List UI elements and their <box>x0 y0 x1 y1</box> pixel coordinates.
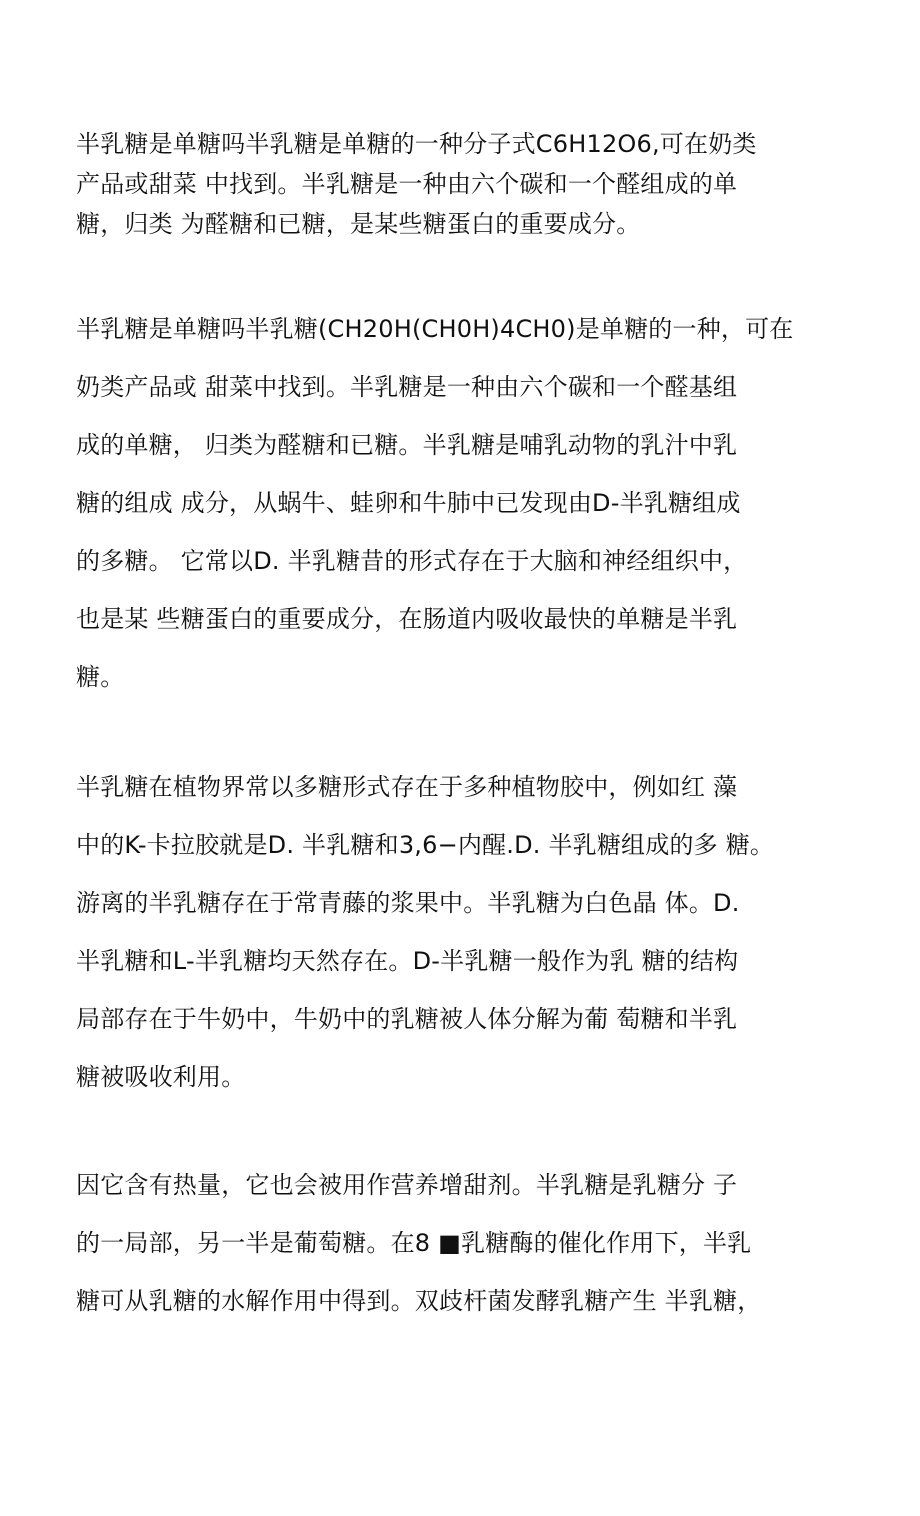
text-line: 成的单糖， 归类为醛糖和已糖。半乳糖是哺乳动物的乳汁中乳 <box>76 431 738 459</box>
paragraph-1 <box>76 124 866 244</box>
paragraph-4 <box>76 1156 866 1330</box>
text-line: 游离的半乳糖存在于常青藤的浆果中。半乳糖为白色晶 体。D. <box>76 889 740 917</box>
text-line: 半乳糖和L-半乳糖均天然存在。D-半乳糖一般作为乳 糖的结构 <box>76 947 739 975</box>
text-line: 半乳糖在植物界常以多糖形式存在于多种植物胶中，例如红 藻 <box>76 773 738 801</box>
text-line: 因它含有热量，它也会被用作营养增甜剂。半乳糖是乳糖分 子 <box>76 1171 738 1199</box>
text-line: 糖被吸收利用。 <box>76 1063 246 1091</box>
text-line: 糖的组成 成分，从蜗牛、蛙卵和牛肺中已发现由D-半乳糖组成 <box>76 489 741 517</box>
text-line: 糖，归类 为醛糖和已糖，是某些糖蛋白的重要成分。 <box>76 210 641 238</box>
text-line: 的多糖。 它常以D. 半乳糖昔的形式存在于大脑和神经组织中， <box>76 547 748 575</box>
text-line: 局部存在于牛奶中，牛奶中的乳糖被人体分解为葡 萄糖和半乳 <box>76 1005 738 1033</box>
text-line: 糖。 <box>76 663 125 691</box>
paragraph-2 <box>76 300 866 706</box>
text-line: 的一局部，另一半是葡萄糖。在8 ■乳糖酶的催化作用下，半乳 <box>76 1229 752 1257</box>
text-line: 奶类产品或 甜菜中找到。半乳糖是一种由六个碳和一个醛基组 <box>76 373 738 401</box>
text-line: 也是某 些糖蛋白的重要成分，在肠道内吸收最快的单糖是半乳 <box>76 605 738 633</box>
text-line: 中的K-卡拉胶就是D. 半乳糖和3,6−内醒.D. 半乳糖组成的多 糖。 <box>76 831 775 859</box>
text-line: 半乳糖是单糖吗半乳糖(CH20H(CH0H)4CH0)是单糖的一种，可在 <box>76 315 794 343</box>
text-line: 糖可从乳糖的水解作用中得到。双歧杆菌发酵乳糖产生 半乳糖， <box>76 1287 762 1315</box>
text-line: 半乳糖是单糖吗半乳糖是单糖的一种分子式C6H12O6,可在奶类 <box>76 130 757 158</box>
text-line: 产品或甜菜 中找到。半乳糖是一种由六个碳和一个醛组成的单 <box>76 170 738 198</box>
paragraph-3 <box>76 758 866 1106</box>
